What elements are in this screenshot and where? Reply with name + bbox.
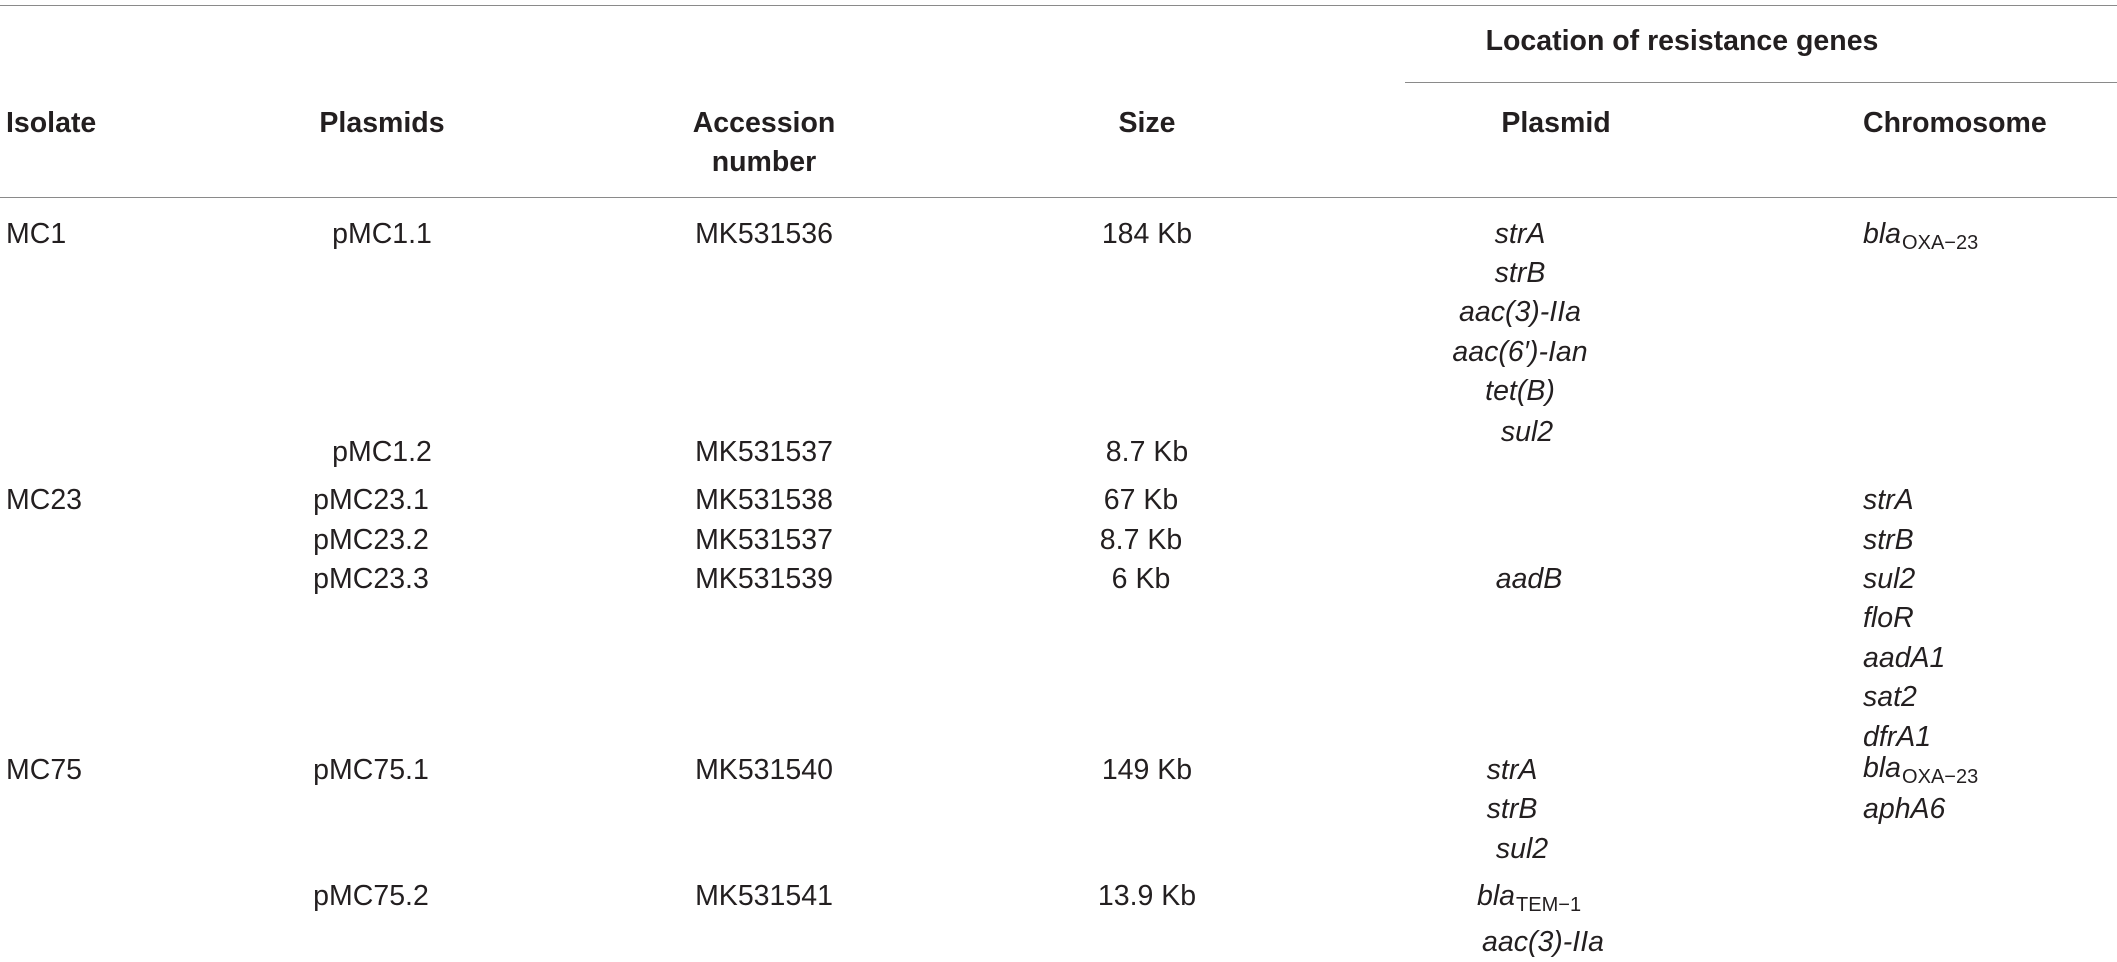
col-header-accession-line2: number: [711, 146, 817, 178]
plasmid-gene: aadB: [1495, 563, 1563, 595]
size-cell: 67 Kb: [1103, 484, 1179, 516]
gene-subscript: OXA−23: [1902, 766, 1979, 788]
plasmid-gene: sul2: [1500, 416, 1554, 448]
gene-base: bla: [1477, 880, 1516, 912]
plasmid-gene: aac(3)-IIa: [1459, 296, 1581, 328]
plasmid-gene: strA: [1486, 754, 1538, 786]
col-header-plasmids: Plasmids: [319, 107, 445, 139]
chromosome-gene: floR: [1863, 602, 1914, 634]
accession-cell: MK531536: [695, 218, 833, 250]
col-header-size: Size: [1118, 107, 1176, 139]
plasmid-gene: strA: [1494, 218, 1546, 250]
plasmid-name-cell: pMC75.2: [313, 880, 429, 912]
gene-base: bla: [1863, 752, 1902, 784]
chromosome-gene: sul2: [1863, 563, 1916, 595]
chromosome-gene: sat2: [1863, 681, 1917, 713]
accession-cell: MK531538: [695, 484, 833, 516]
chromosome-gene: [1863, 748, 1978, 791]
plasmid-name-cell: pMC23.1: [313, 484, 429, 516]
plasmid-gene: strB: [1494, 257, 1546, 289]
isolate-cell: MC23: [6, 484, 83, 516]
size-cell: 184 Kb: [1101, 218, 1193, 250]
isolate-cell: MC75: [6, 754, 83, 786]
size-cell: 6 Kb: [1111, 563, 1171, 595]
plasmid-gene: [1477, 876, 1581, 919]
plasmid-name-cell: pMC1.1: [332, 218, 432, 250]
plasmid-name-cell: pMC23.2: [313, 524, 429, 556]
group-header-rule: [1405, 82, 2117, 83]
group-header-location: Location of resistance genes: [1485, 25, 1879, 57]
accession-cell: MK531541: [695, 880, 833, 912]
chromosome-gene: dfrA1: [1863, 721, 1932, 753]
plasmid-name-cell: pMC1.2: [332, 436, 432, 468]
isolate-cell: MC1: [6, 218, 67, 250]
chromosome-gene: strB: [1863, 524, 1914, 556]
gene-subscript: OXA−23: [1902, 232, 1979, 254]
plasmid-gene: tet(B): [1485, 375, 1555, 407]
col-header-plasmid: Plasmid: [1501, 107, 1611, 139]
col-header-chromosome: Chromosome: [1863, 107, 2047, 139]
size-cell: 8.7 Kb: [1099, 524, 1183, 556]
plasmid-gene: aac(6′)-Ian: [1452, 336, 1588, 368]
plasmid-gene: sul2: [1495, 833, 1549, 865]
accession-cell: MK531537: [695, 436, 833, 468]
size-cell: 13.9 Kb: [1097, 880, 1197, 912]
size-cell: 8.7 Kb: [1105, 436, 1189, 468]
col-header-isolate: Isolate: [6, 107, 97, 139]
table-top-rule: [0, 5, 2117, 6]
chromosome-gene: [1863, 214, 1978, 257]
accession-cell: MK531537: [695, 524, 833, 556]
col-header-accession-line1: Accession: [692, 107, 836, 139]
accession-cell: MK531539: [695, 563, 833, 595]
size-cell: 149 Kb: [1101, 754, 1193, 786]
gene-subscript: TEM−1: [1516, 894, 1582, 916]
gene-base: bla: [1863, 218, 1902, 250]
plasmid-name-cell: pMC23.3: [313, 563, 429, 595]
chromosome-gene: strA: [1863, 484, 1914, 516]
accession-cell: MK531540: [695, 754, 833, 786]
chromosome-gene: aphA6: [1863, 793, 1946, 825]
chromosome-gene: aadA1: [1863, 642, 1946, 674]
plasmid-gene: aac(3)-IIa: [1482, 926, 1604, 958]
plasmid-gene: strB: [1486, 793, 1538, 825]
plasmid-name-cell: pMC75.1: [313, 754, 429, 786]
header-bottom-rule: [0, 197, 2117, 198]
